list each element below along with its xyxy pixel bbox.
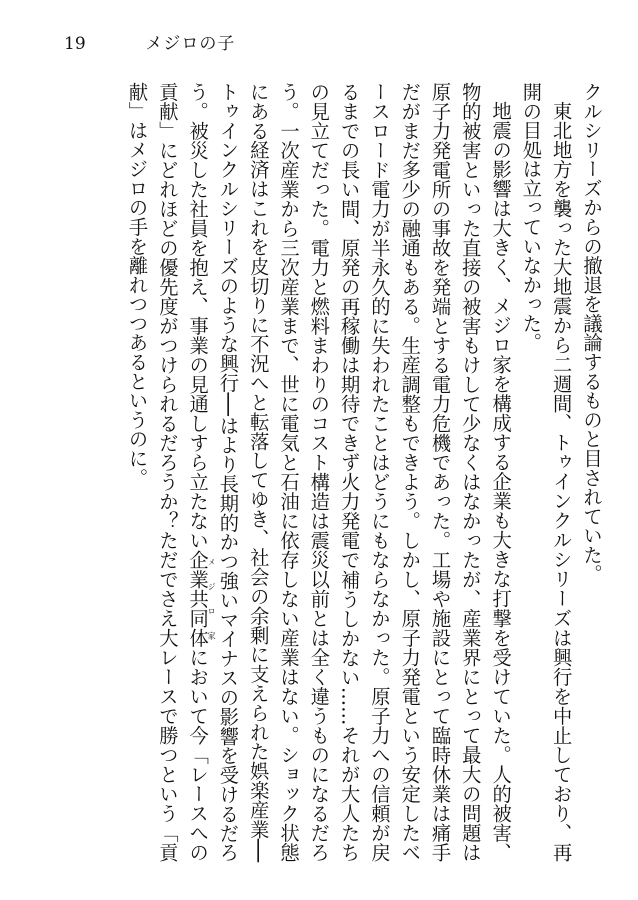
vertical-body-text	[86, 82, 606, 862]
chapter-title: メジロの子	[145, 34, 236, 54]
paragraph-3: 地震の影響は大きく、メジロ家を構成する企業も大きな打撃を受けていた。人的被害、物的被害といった直接の被害もけして少なくはなかったが、産業界にとって最大の問題は原子力発電所の事故を発端とする電力危機であった。工場や施設にとって臨時休業は痛手だがまだ多少の融通もある。生産調整もできよう。しかし、原子力発電という安定したベースロード電力が半永久的に失われたことはどうにもならなかった。原子力への信頼が戻るまでの長い間、原発の再稼働は期待できず火力発電で補うしかない……それが大人たちの見立てだった。電力と燃料まわりのコスト構造は震災以前とは全く違うものになるだろう。一次産業から三次産業まで、世に電気と石油に依存しない産業はない。ショック状態にある経済はこれを皮切りに不況へと転落してゆき、社会の余剰に支えられた娯楽産業──トゥインクルシリーズのような興行──はより長期的かつ強いマイナスの影響を受けるだろう。被災した社員を抱え、事業の見通しすら立たない企業共同体メジロ家において今「レースへの貢献」にどれほどの優先度がつけられるだろうか？ただでさえ大レースで勝つという「貢献」はメジロの手を離れつつあるというのに。	[125, 82, 513, 862]
paragraph-2: 東北地方を襲った大地震から二週間、トゥインクルシリーズは興行を中止しており、再開の目処は立っていなかった。	[519, 82, 573, 862]
paragraph-1: クルシリーズからの撤退を議論するものと目されていた。	[580, 82, 603, 584]
running-header	[64, 32, 235, 56]
ruby-reading: メジロ家	[207, 550, 217, 648]
page-number: 19	[64, 34, 86, 54]
ruby-annotation: 企業共同体メジロ家	[186, 550, 217, 648]
